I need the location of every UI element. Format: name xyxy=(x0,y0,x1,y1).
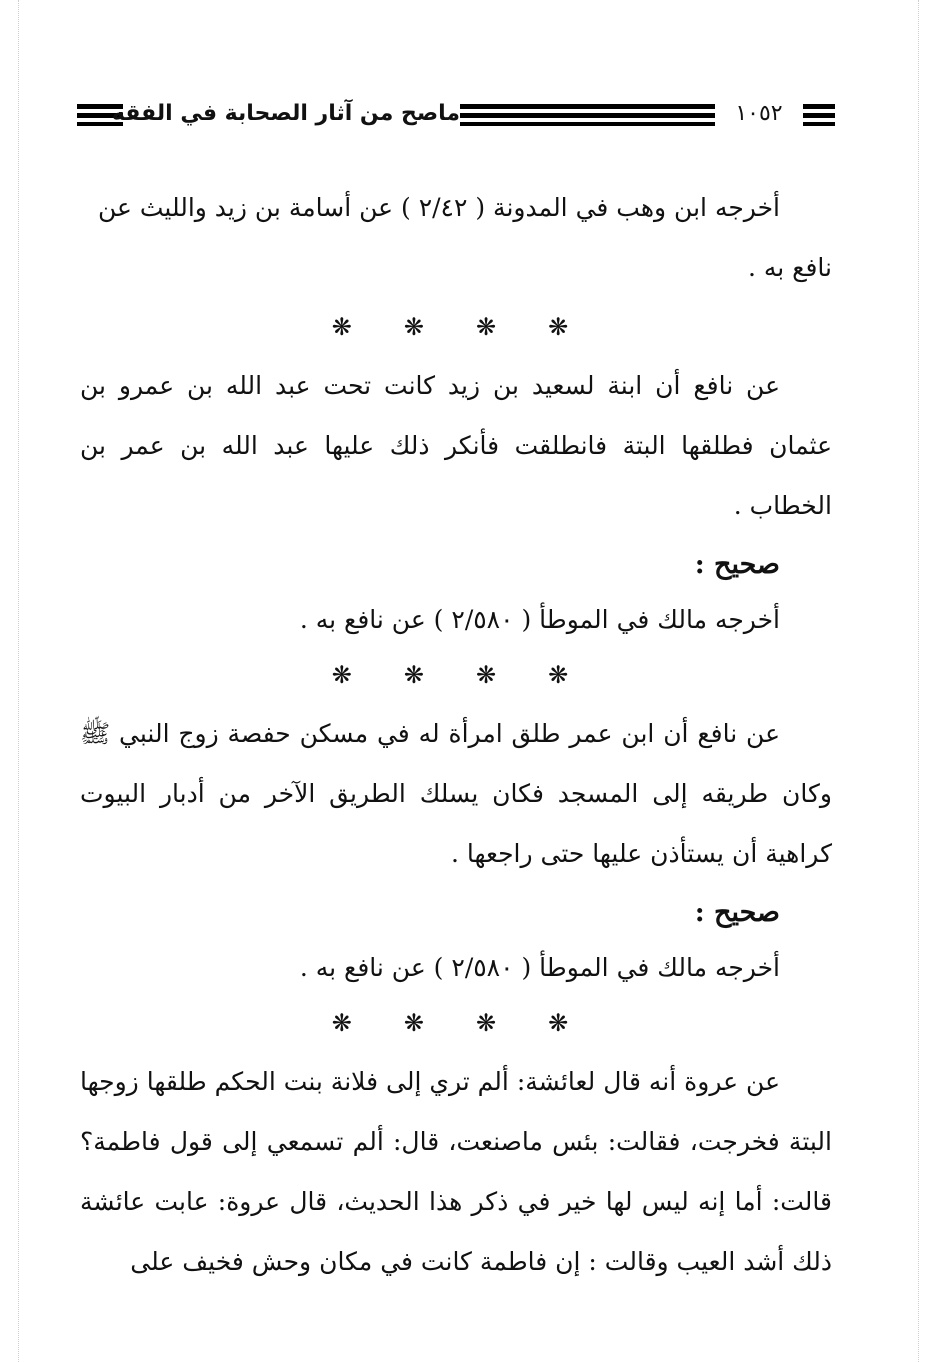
star-ornament-icon: ❋ xyxy=(403,1009,424,1037)
paragraph-continuation: نافع به . xyxy=(747,253,832,282)
narration-paragraph: عن نافع أن ابنة لسعيد بن زيد كانت تحت عبد الله بن عمرو بن عثمان فطلقها البتة فانطلقت فأنكر ذلك عليها عبد الله بن عمر بن الخطاب . xyxy=(80,371,832,520)
star-ornament-icon: ❋ xyxy=(331,1009,352,1037)
star-ornament-icon: ❋ xyxy=(548,661,569,689)
section-separator xyxy=(80,646,832,704)
source-citation: أخرجه مالك في الموطأ ( ٢/٥٨٠ ) عن نافع به . xyxy=(299,605,780,634)
scan-margin-left xyxy=(18,0,19,1362)
authenticity-grade: صحيح : xyxy=(694,897,780,928)
star-ornament-icon: ❋ xyxy=(476,313,497,341)
narration-paragraph: عن عروة أنه قال لعائشة: ألم تري إلى فلانة بنت الحكم طلقها زوجها البتة فخرجت، فقالت: بئس ماصنعت، قال: ألم تسمعي إلى قول فاطمة؟ قالت: أما إنه ليس لها خير في ذكر هذا الحديث، قال عروة: عابت عائشة ذلك أشد العيب وقالت : إن فاطمة كانت في مكان وحش فخيف على xyxy=(80,1067,832,1276)
scan-margin-right xyxy=(918,0,919,1362)
source-citation: أخرجه مالك في الموطأ ( ٢/٥٨٠ ) عن نافع به . xyxy=(299,953,780,982)
paragraph-line: أخرجه ابن وهب في المدونة ( ٢/٤٢ ) عن أسامة بن زيد والليث عن xyxy=(97,193,780,222)
page-number: ١٠٥٢ xyxy=(715,92,803,136)
star-ornament-icon: ❋ xyxy=(476,661,497,689)
page-header xyxy=(75,92,835,136)
narration-paragraph: عن نافع أن ابن عمر طلق امرأة له في مسكن حفصة زوج النبي ﷺ وكان طريقه إلى المسجد فكان يسلك الطريق الآخر من أدبار البيوت كراهية أن يستأذن عليها حتى راجعها . xyxy=(80,719,832,868)
authenticity-grade: صحيح : xyxy=(694,549,780,580)
star-ornament-icon: ❋ xyxy=(331,661,352,689)
star-ornament-icon: ❋ xyxy=(403,661,424,689)
header-rule-right-top xyxy=(803,104,835,109)
star-ornament-icon: ❋ xyxy=(548,1009,569,1037)
star-ornament-icon: ❋ xyxy=(331,313,352,341)
header-rule-right-bottom xyxy=(803,122,835,126)
star-ornament-icon: ❋ xyxy=(476,1009,497,1037)
star-ornament-icon: ❋ xyxy=(548,313,569,341)
star-ornament-icon: ❋ xyxy=(403,313,424,341)
running-title: ماصح من آثار الصحابة في الفقه xyxy=(125,92,460,136)
page-body xyxy=(80,178,832,1292)
section-separator xyxy=(80,298,832,356)
section-separator xyxy=(80,994,832,1052)
header-rule-right-mid xyxy=(803,113,835,118)
